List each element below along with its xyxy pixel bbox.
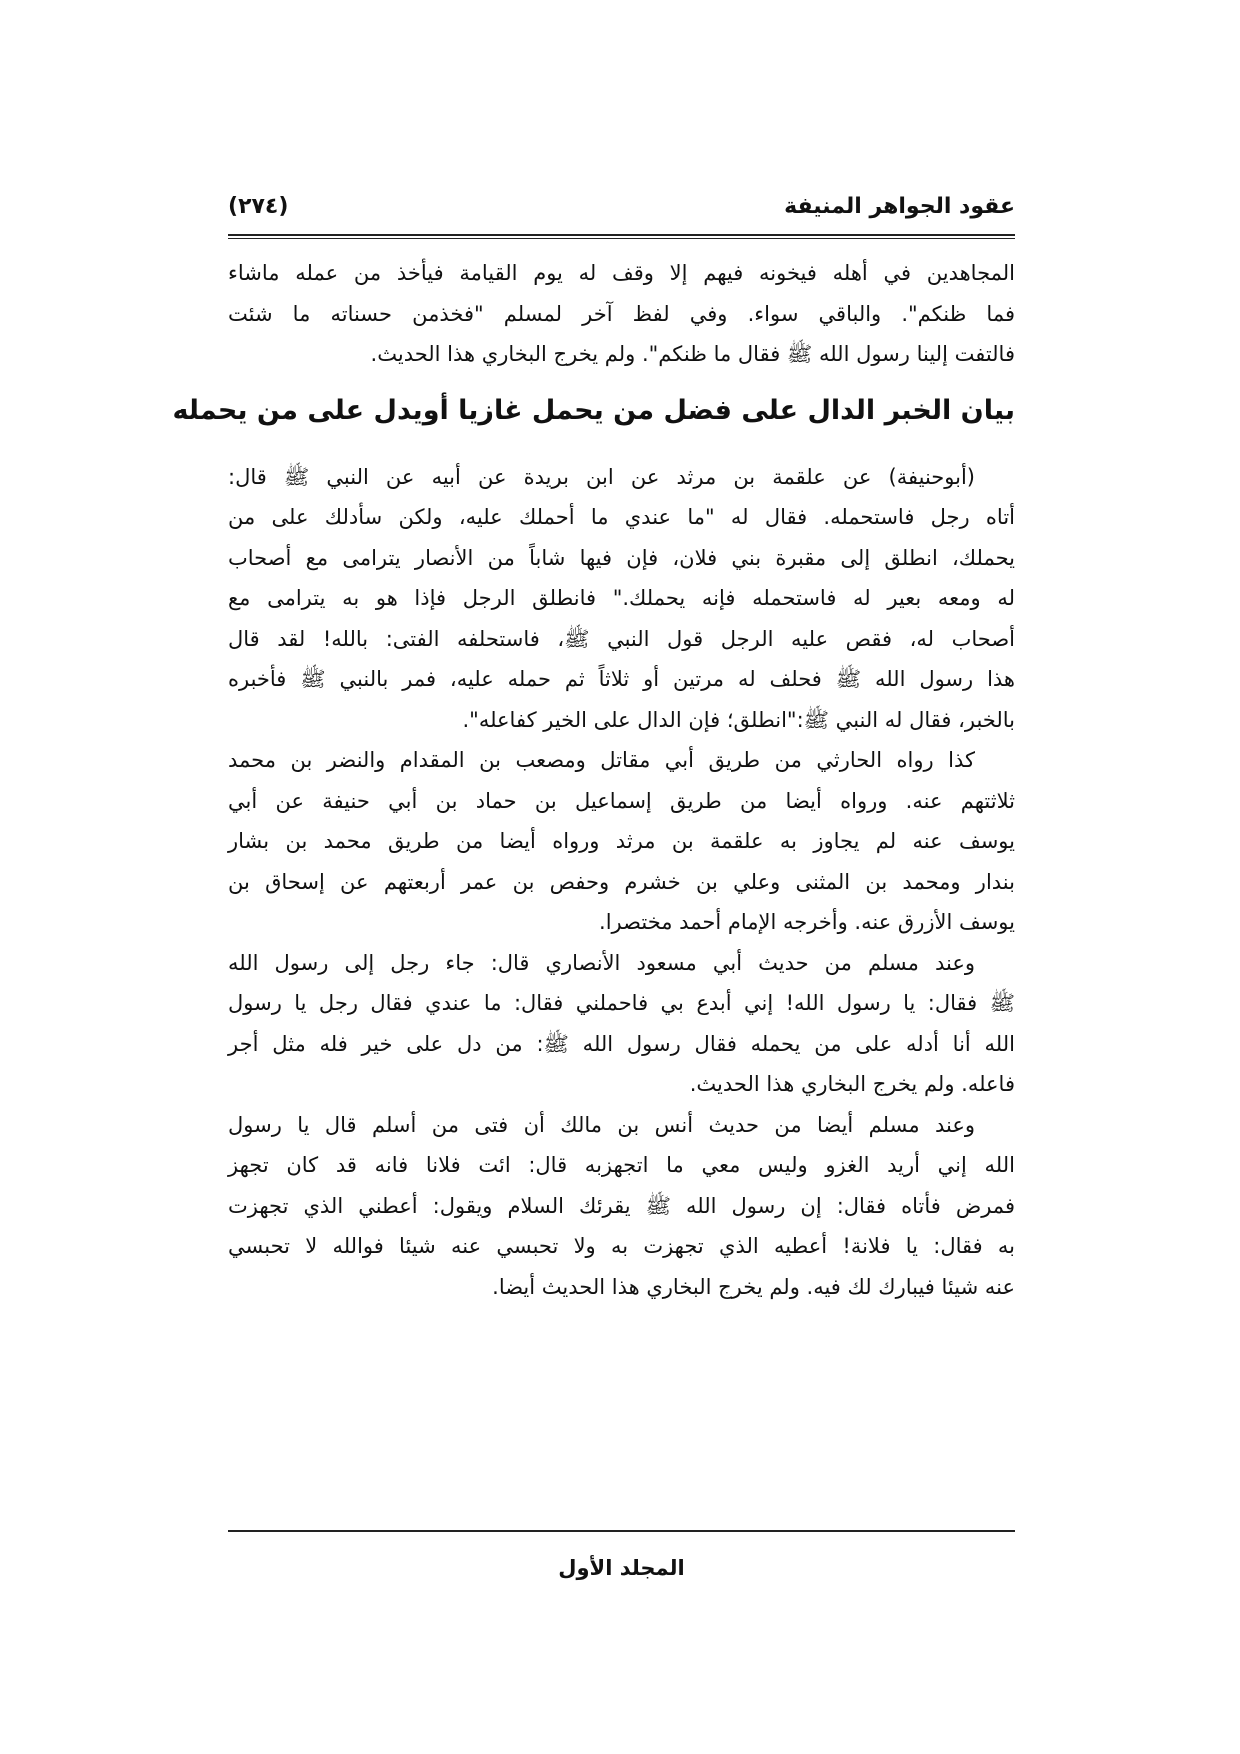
section-heading: بيان الخبر الدال على فضل من يحمل غازيا أويدل على من يحمله	[172, 394, 1015, 426]
book-page	[172, 186, 1015, 1307]
text-line: فاعله. ولم يخرج البخاري هذا الحديث.	[689, 1072, 1015, 1096]
text-line: يحملك، انطلق إلى مقبرة بني فلان، فإن فيها شاباً من الأنصار يترامى مع أصحاب	[228, 545, 1015, 570]
text-line: وعند مسلم أيضا من حديث أنس بن مالك أن فتى من أسلم قال يا رسول	[228, 1112, 975, 1137]
text-line: فمرض فأتاه فقال: إن رسول الله ﷺ يقرئك السلام ويقول: أعطني الذي تجهزت	[228, 1193, 1015, 1218]
text-line: ثلاثتهم عنه. ورواه أيضا من طريق إسماعيل بن حماد بن أبي حنيفة عن أبي	[228, 788, 1015, 813]
text-line: فالتفت إلينا رسول الله ﷺ فقال ما ظنكم". ولم يخرج البخاري هذا الحديث.	[370, 342, 1015, 366]
text-line: وعند مسلم من حديث أبي مسعود الأنصاري قال: جاء رجل إلى رسول الله	[228, 950, 975, 975]
text-line: به فقال: يا فلانة! أعطيه الذي تجهزت به ولا تحبسي عنه شيئا فوالله لا تحبسي	[228, 1234, 1015, 1258]
text-line: يوسف الأزرق عنه. وأخرجه الإمام أحمد مختصرا.	[599, 910, 1015, 934]
footer-divider	[228, 1530, 1015, 1532]
text-line: أصحاب له، فقص عليه الرجل قول النبي ﷺ، فاستحلفه الفتى: بالله! لقد قال	[228, 626, 1015, 651]
text-line: فما ظنكم". والباقي سواء. وفي لفظ آخر لمسلم "فخذمن حسناته ما شئت	[228, 301, 1015, 326]
book-title: عقود الجواهر المنيفة	[784, 193, 1015, 219]
text-line: كذا رواه الحارثي من طريق أبي مقاتل ومصعب بن المقدام والنضر بن محمد	[228, 748, 975, 772]
text-line: ﷺ فقال: يا رسول الله! إني أبدع بي فاحملني فقال: ما عندي فقال رجل يا رسول	[228, 991, 1015, 1015]
text-line: الله إني أريد الغزو وليس معي ما اتجهزبه قال: ائت فلانا فانه قد كان تجهز	[228, 1153, 1015, 1177]
text-line: بالخبر، فقال له النبي ﷺ:"انطلق؛ فإن الدال على الخير كفاعله".	[462, 707, 1015, 732]
text-line: الله أنا أدله على من يحمله فقال رسول الله ﷺ: من دل على خير فله مثل أجر	[228, 1031, 1015, 1056]
intro-paragraph	[228, 253, 1015, 375]
text-line: أتاه رجل فاستحمله. فقال له "ما عندي ما أحملك عليه، ولكن سأدلك على من	[228, 505, 1015, 529]
paragraph	[228, 740, 1015, 943]
page-header	[228, 186, 1015, 226]
paragraph	[228, 1105, 1015, 1308]
paragraphs	[228, 457, 1015, 1308]
page-number: (٢٧٤)	[228, 193, 289, 219]
text-line: المجاهدين في أهله فيخونه فيهم إلا وقف له يوم القيامة فيأخذ من عمله ماشاء	[228, 261, 1015, 285]
page-body	[172, 253, 1015, 1307]
paragraph	[228, 943, 1015, 1105]
text-line: بندار ومحمد بن المثنى وعلي بن خشرم وحفص بن عمر أربعتهم عن إسحاق بن	[228, 869, 1015, 894]
text-line: هذا رسول الله ﷺ فحلف له مرتين أو ثلاثاً ثم حمله عليه، فمر بالنبي ﷺ فأخبره	[228, 667, 1015, 691]
text-line: عنه شيئا فيبارك لك فيه. ولم يخرج البخاري هذا الحديث أيضا.	[492, 1274, 1015, 1299]
paragraph	[228, 457, 1015, 741]
text-line: له ومعه بعير له فاستحمله فإنه يحملك." فانطلق الرجل فإذا هو به يترامى مع	[228, 586, 1015, 610]
volume-label: المجلد الأول	[558, 1556, 685, 1580]
text-line: (أبوحنيفة) عن علقمة بن مرثد عن ابن بريدة عن أبيه عن النبي ﷺ قال:	[228, 464, 975, 489]
text-line: يوسف عنه لم يجاوز به علقمة بن مرثد ورواه أيضا من طريق محمد بن بشار	[228, 829, 1015, 853]
header-divider	[228, 234, 1015, 239]
